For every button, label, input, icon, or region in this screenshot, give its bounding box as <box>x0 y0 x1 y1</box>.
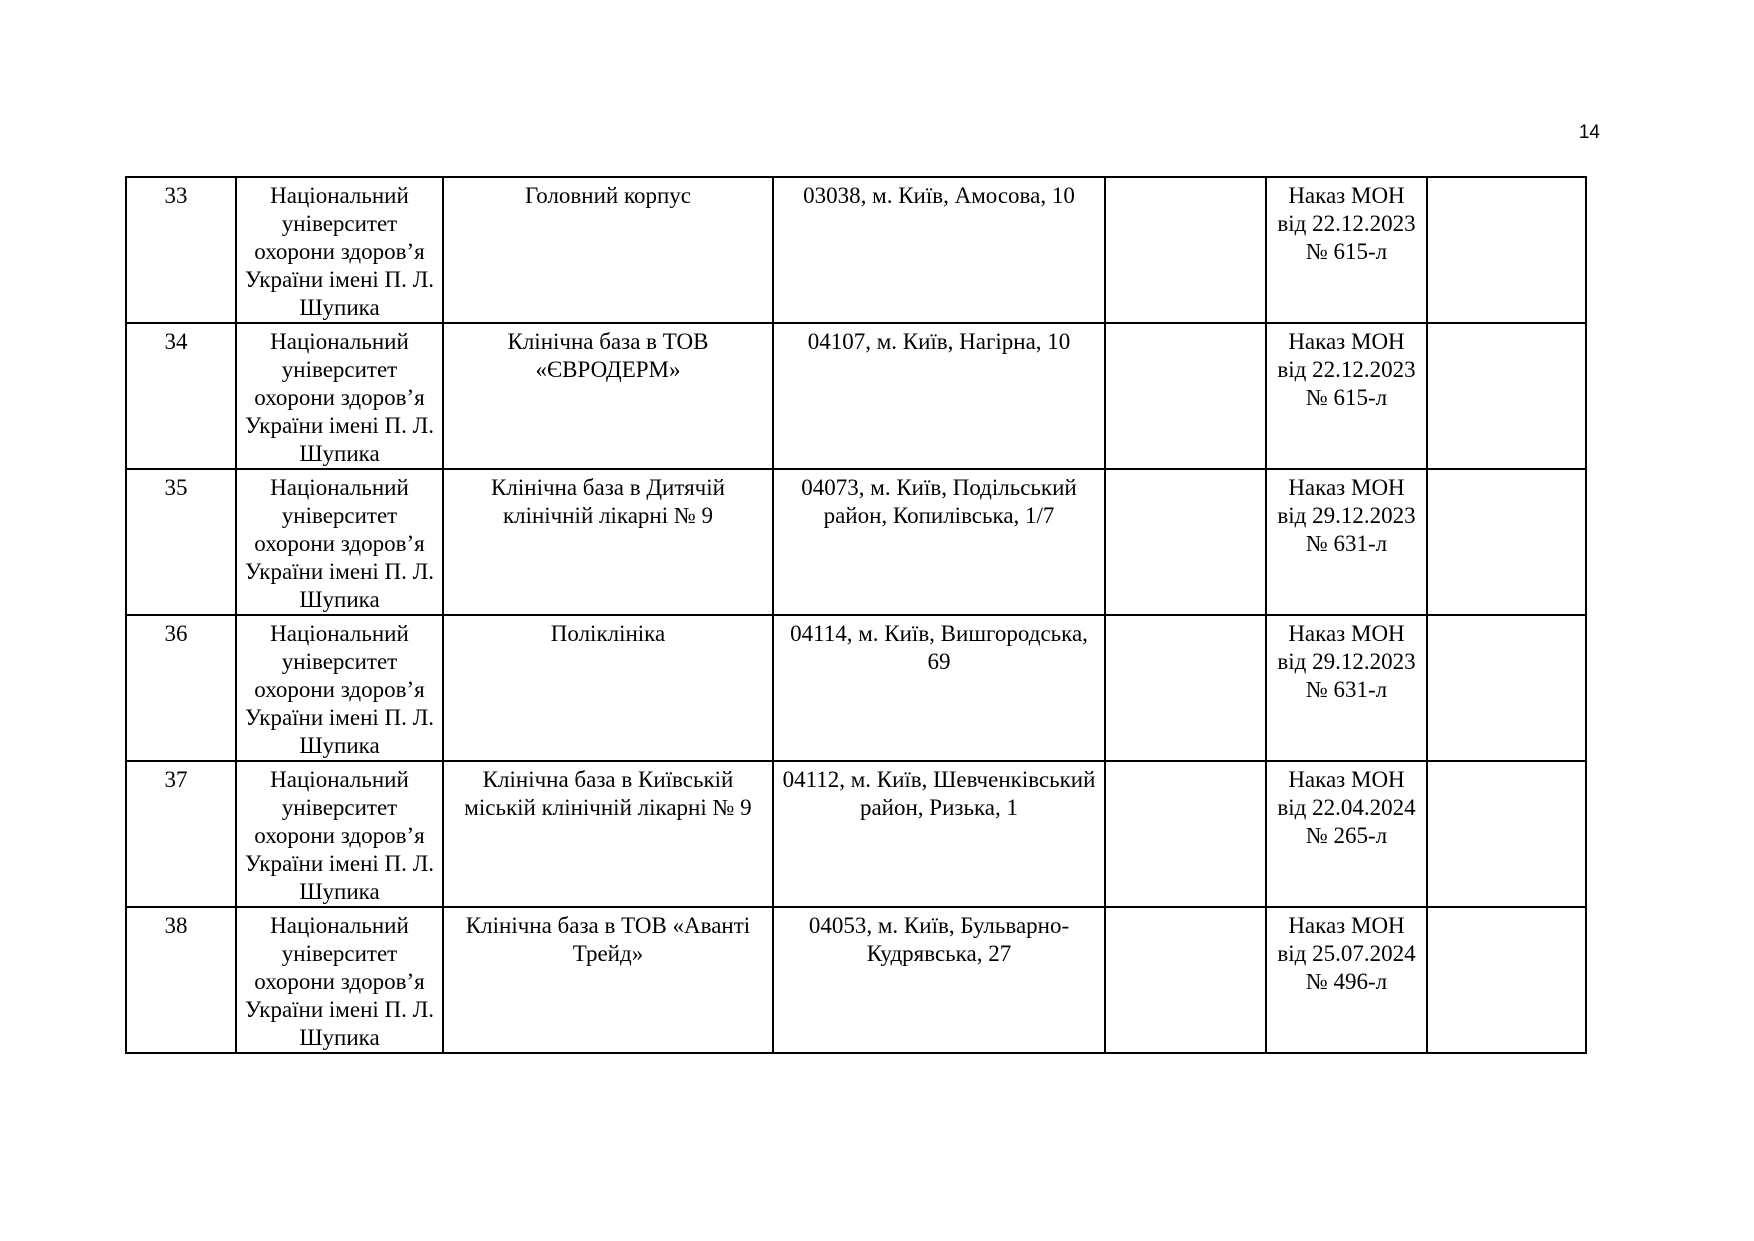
object-cell: Поліклініка <box>443 615 773 761</box>
order-date: від 22.12.2023 <box>1277 211 1416 236</box>
order-date: від 25.07.2024 <box>1277 941 1416 966</box>
order-date: від 22.12.2023 <box>1277 357 1416 382</box>
table-row <box>126 615 1586 761</box>
empty-cell <box>1427 761 1586 907</box>
order-cell <box>1266 907 1427 1053</box>
order-title: Наказ МОН <box>1288 475 1405 500</box>
empty-cell <box>1427 907 1586 1053</box>
institution-cell: Національний університет охорони здоров’я України імені П. Л. Шупика <box>236 615 443 761</box>
order-number: № 265-л <box>1305 823 1388 848</box>
order-title: Наказ МОН <box>1288 183 1405 208</box>
order-title: Наказ МОН <box>1288 913 1405 938</box>
row-number-cell: 33 <box>126 177 236 323</box>
table-row <box>126 761 1586 907</box>
table-row <box>126 177 1586 323</box>
order-cell <box>1266 323 1427 469</box>
empty-cell <box>1105 615 1266 761</box>
address-cell: 04114, м. Київ, Вишгородська, 69 <box>773 615 1105 761</box>
order-date: від 29.12.2023 <box>1277 649 1416 674</box>
registry-table <box>125 176 1587 1054</box>
order-cell <box>1266 615 1427 761</box>
table-row <box>126 323 1586 469</box>
object-cell: Клінічна база в ТОВ «Аванті Трейд» <box>443 907 773 1053</box>
order-title: Наказ МОН <box>1288 329 1405 354</box>
institution-cell: Національний університет охорони здоров’я України імені П. Л. Шупика <box>236 761 443 907</box>
address-cell: 03038, м. Київ, Амосова, 10 <box>773 177 1105 323</box>
object-cell: Клінічна база в Дитячій клінічній лікарні № 9 <box>443 469 773 615</box>
object-cell: Клінічна база в Київській міській клінічній лікарні № 9 <box>443 761 773 907</box>
empty-cell <box>1105 177 1266 323</box>
empty-cell <box>1427 177 1586 323</box>
empty-cell <box>1427 469 1586 615</box>
order-cell <box>1266 177 1427 323</box>
page-number: 14 <box>1578 122 1600 143</box>
object-cell: Клінічна база в ТОВ «ЄВРОДЕРМ» <box>443 323 773 469</box>
address-cell: 04107, м. Київ, Нагірна, 10 <box>773 323 1105 469</box>
object-cell: Головний корпус <box>443 177 773 323</box>
row-number-cell: 35 <box>126 469 236 615</box>
order-cell <box>1266 761 1427 907</box>
empty-cell <box>1105 907 1266 1053</box>
address-cell: 04053, м. Київ, Бульварно-Кудрявська, 27 <box>773 907 1105 1053</box>
order-title: Наказ МОН <box>1288 767 1405 792</box>
institution-cell: Національний університет охорони здоров’я України імені П. Л. Шупика <box>236 177 443 323</box>
address-cell: 04073, м. Київ, Подільський район, Копилівська, 1/7 <box>773 469 1105 615</box>
order-number: № 631-л <box>1305 531 1388 556</box>
row-number-cell: 38 <box>126 907 236 1053</box>
table-row <box>126 469 1586 615</box>
row-number-cell: 36 <box>126 615 236 761</box>
empty-cell <box>1427 323 1586 469</box>
order-title: Наказ МОН <box>1288 621 1405 646</box>
row-number-cell: 37 <box>126 761 236 907</box>
order-number: № 496-л <box>1305 969 1388 994</box>
empty-cell <box>1427 615 1586 761</box>
order-date: від 22.04.2024 <box>1277 795 1416 820</box>
order-number: № 631-л <box>1305 677 1388 702</box>
institution-cell: Національний університет охорони здоров’я України імені П. Л. Шупика <box>236 469 443 615</box>
row-number-cell: 34 <box>126 323 236 469</box>
empty-cell <box>1105 761 1266 907</box>
order-date: від 29.12.2023 <box>1277 503 1416 528</box>
empty-cell <box>1105 469 1266 615</box>
order-cell <box>1266 469 1427 615</box>
address-cell: 04112, м. Київ, Шевченківський район, Ризька, 1 <box>773 761 1105 907</box>
institution-cell: Національний університет охорони здоров’я України імені П. Л. Шупика <box>236 907 443 1053</box>
order-number: № 615-л <box>1305 239 1388 264</box>
table-row <box>126 907 1586 1053</box>
empty-cell <box>1105 323 1266 469</box>
institution-cell: Національний університет охорони здоров’я України імені П. Л. Шупика <box>236 323 443 469</box>
order-number: № 615-л <box>1305 385 1388 410</box>
